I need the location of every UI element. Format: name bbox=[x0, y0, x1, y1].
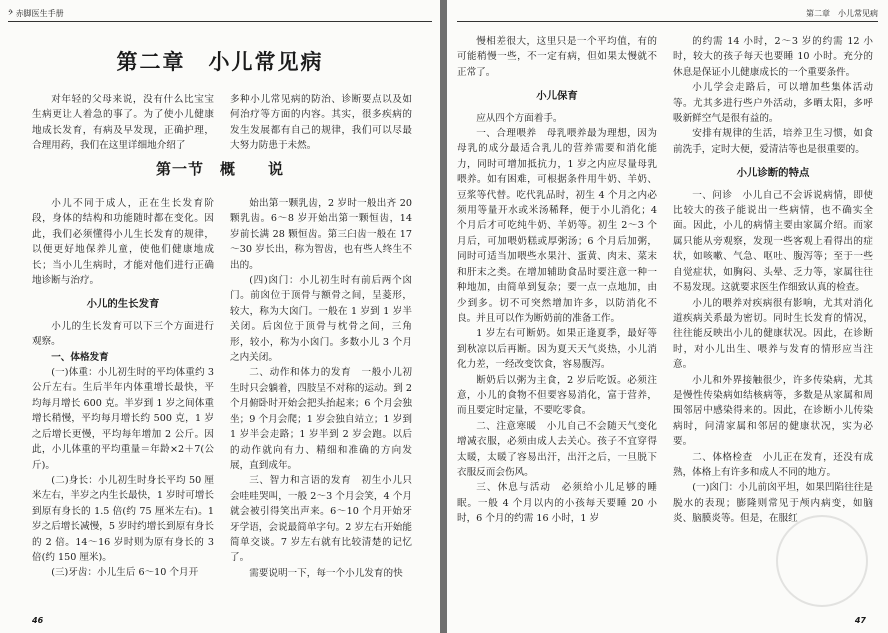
left-column-1 bbox=[32, 196, 214, 581]
body-paragraph: 需要说明一下，每一个小儿发育的快 bbox=[249, 567, 403, 579]
body-paragraph: 小儿不同于成人，正在生长发育阶段，身体的结构和功能随时都在变化。因此，我们必须懂得小儿生长发育的规律，以便更好地保养儿童，使他们健康地成长；当小儿生病时，才能对他们进行正确地诊断与治疗。 bbox=[32, 198, 214, 287]
right-column-2 bbox=[673, 34, 873, 527]
left-page bbox=[0, 0, 440, 633]
running-head-right: 第二章 小儿常见病 bbox=[806, 9, 878, 18]
chapter-title: 第二章 小儿常见病 bbox=[116, 49, 324, 74]
body-paragraph: 三、休息与活动 必须给小儿足够的睡眠。一般 4 个月以内的小孩每天要睡 20 小时，6 个月的约需 16 小时，1 岁 bbox=[457, 482, 657, 525]
header-rule bbox=[457, 21, 878, 22]
book-logo-icon: 𝄢 bbox=[8, 9, 16, 18]
intro-paragraph: 多种小儿常见病的防治、诊断要点以及如何治疗等方面的内容。其实，很多疾病的发生发展都有自己的规律，我们可以尽最大努力防患于未然。 bbox=[230, 94, 412, 152]
section-heading: 小儿保育 bbox=[536, 90, 578, 103]
right-column-1 bbox=[457, 34, 657, 527]
body-paragraph: 小儿的喂养对疾病很有影响，尤其对消化道疾病关系最为密切。同时生长发育的情况，往往能反映出小儿的健康状况。因此，在诊断时，对小儿出生、喂养与发育的情形应当注意。 bbox=[673, 297, 873, 371]
book-spine bbox=[440, 0, 447, 633]
section-heading: 小儿诊断的特点 bbox=[736, 167, 810, 180]
body-paragraph: 始出第一颗乳齿，2 岁时一般出齐 20 颗乳齿。6～8 岁开始出第一颗恒齿，14 岁前长满 28 颗恒齿。第三臼齿一般在 17～30 岁长出，称为智齿，也有些人终生不出的。 bbox=[230, 198, 412, 271]
body-paragraph: (一)体重：小儿初生时的平均体重约 3 公斤左右。生后半年内体重增长最快，平均每月增长 600 克。半岁到 1 岁之间体重增长稍慢，平均每月增长约 500 克，1 岁之后增长更慢，平均每年增加 2 公斤。因此，小儿体重的平均重量＝年龄×2＋7(公斤)。 bbox=[32, 367, 214, 471]
page-number: 47 bbox=[854, 616, 866, 625]
body-paragraph: 小儿的生长发育可以下三个方面进行观察。 bbox=[32, 320, 214, 348]
body-paragraph: (四)囟门：小儿初生时有前后两个囟门。前囟位于顶骨与额骨之间，呈菱形，较大，称为大囟门。一般在 1 岁到 1 岁半关闭。后囟位于顶骨与枕骨之间，三角形，较小，称为小囟门。多数小儿 3 个月之内关闭。 bbox=[230, 275, 412, 364]
right-page bbox=[447, 0, 888, 633]
body-paragraph: 一、问诊 小儿自己不会诉说病情，即使比较大的孩子能说出一些病情，也不确实全面。因此，小儿的病情主要由家属介绍。而家属只能从旁观察，发现一些客观上看得出的症状，如咳嗽、气急、呕吐、腹泻等；至于一些自觉症状，如胸闷、头晕、乏力等，家属往往不易发现。这就要求医生作细致认真的检查。 bbox=[673, 189, 873, 294]
watermark-stamp bbox=[776, 515, 868, 607]
subheading: 一、体格发育 bbox=[51, 351, 109, 363]
body-paragraph: 二、动作和体力的发育 一般小儿初生时只会躺着，四肢呈不对称的运动。到 2 个月俯卧时开始会把头抬起来；6 个月会独坐；9 个月会爬；1 岁会独自站立；1 岁到 1 岁半会走路；1 岁半到 2 岁会跑。以后的动作就向有力、精细和准确的方向发展，直到成年。 bbox=[230, 367, 412, 471]
intro-col-2 bbox=[230, 92, 412, 154]
section-heading: 小儿的生长发育 bbox=[86, 298, 160, 311]
body-paragraph: (三)牙齿：小儿生后 6～10 个月开 bbox=[51, 567, 199, 579]
body-paragraph: 二、注意寒暖 小儿自己不会随天气变化增减衣服，必须由成人去关心。孩子不宜穿得太暖，太暖了容易出汗，出汗之后，一旦脱下衣服反而会伤风。 bbox=[457, 420, 657, 478]
body-paragraph: (二)身长：小儿初生时身长平均 50 厘米左右，半岁之内生长最快，1 岁时可增长到原有身长的 1.5 倍(约 75 厘米左右)。1 岁之后增长减慢，5 岁时约增长到原有身长的 2 倍。14～16 岁时则为原有身长的 3 倍(约 150 厘米)。 bbox=[32, 474, 214, 563]
left-column-2 bbox=[230, 196, 412, 581]
running-head-left: 𝄢 赤脚医生手册 bbox=[8, 9, 64, 18]
body-paragraph: 慢相差很大，这里只是一个平均值，有的可能稍慢一些，不一定有病，但如果太慢就不正常了。 bbox=[457, 36, 657, 78]
body-paragraph: 安排有规律的生活，培养卫生习惯，如食前洗手，定时大便，爱清洁等也是很重要的。 bbox=[673, 128, 873, 155]
body-paragraph: 小儿和外界接触很少，许多传染病，尤其是慢性传染病如结核病等，多数是从家属和周围邻居中感染得来的。因此，在诊断小儿传染病时，问清家属和邻居的健康状况，实为必要。 bbox=[673, 374, 873, 448]
intro-col-1 bbox=[32, 92, 214, 154]
body-paragraph: 断奶后以粥为主食，2 岁后吃饭。必须注意，小儿的食物不但要容易消化，富于营养，而且要定时定量，不要吃零食。 bbox=[457, 374, 657, 417]
body-paragraph: 的约需 14 小时，2～3 岁的约需 12 小时，较大的孩子每天也要睡 10 小时。充分的休息是保证小儿健康成长的一个重要条件。 bbox=[673, 36, 873, 78]
body-paragraph: 一、合理喂养 母乳喂养最为理想，因为母乳的成分最适合乳儿的营养需要和消化能力，同时可增加抵抗力，1 岁之内应尽量母乳喂养。如有困难，可根据条件用牛奶、羊奶、豆浆等代替。吃代乳品时，初生 4 个月之内必须用等量开水或米汤稀释，便于小儿消化；4 个月后才可吃纯牛奶、羊奶等。初生 2～3 个月后，可加喂奶糕或厚粥汤；6 个月后加粥，同时可适当加喂些水果汁、蛋黄、肉末、菜末和肝末之类。在增加辅助食品时要注意一种一种地加，由简单到复杂；要一点一点地加，由少到多。切不可突然增加许多，以防消化不良。并且可以作为断奶前的准备工作。 bbox=[457, 128, 657, 324]
section-title: 第一节 概 说 bbox=[155, 160, 284, 178]
body-paragraph: (一)囟门：小儿前囟平坦，如果凹陷往往是脱水的表现；膨隆则常见于颅内病变，如脑炎、脑膜炎等。但是，在服红 bbox=[673, 482, 873, 525]
body-paragraph: 二、体格检查 小儿正在发育，还没有成熟，体格上有许多和成人不同的地方。 bbox=[673, 451, 873, 478]
body-paragraph: 1 岁左右可断奶。如果正逢夏季，最好等到秋凉以后再断。因为夏天天气炎热，小儿消化力差，一经改变饮食，容易腹泻。 bbox=[457, 328, 657, 371]
intro-paragraph: 对年轻的父母来说，没有什么比宝宝生病更让人着急的事了。为了使小儿健康地成长发育，有病及早发现，正确护理，合理用药，我们在这里详细地介绍了 bbox=[32, 94, 214, 152]
body-paragraph: 三、智力和言语的发育 初生小儿只会哇哇哭叫，一般 2～3 个月会笑，4 个月就会被引得笑出声来。6～10 个月开始牙牙学语，会说最简单字句。2 岁左右开始能简单交谈。7 岁左右就有比较清楚的记忆了。 bbox=[230, 475, 412, 564]
body-paragraph: 应从四个方面着手。 bbox=[476, 112, 563, 124]
body-paragraph: 小儿学会走路后，可以增加些集体活动等。尤其多进行些户外活动，多晒太阳，多呼吸新鲜空气是很有益的。 bbox=[673, 82, 873, 125]
header-rule bbox=[8, 21, 432, 22]
page-number: 46 bbox=[32, 616, 44, 625]
